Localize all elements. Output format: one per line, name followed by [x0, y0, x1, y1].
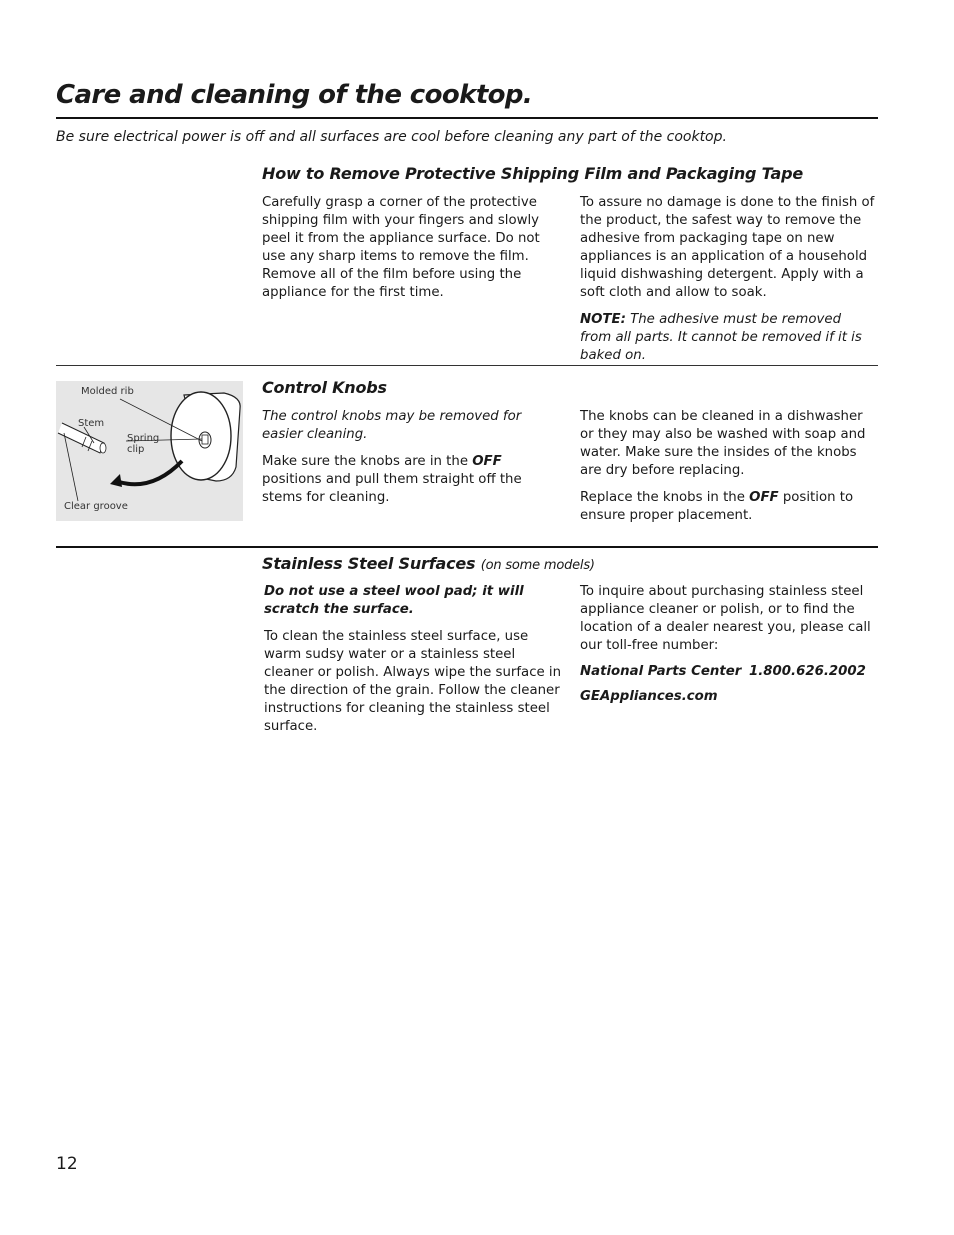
knobs-clean-text: The knobs can be cleaned in a dishwasher or they may also be washed with soap and water. Make sure the insides of the knobs are dry before replacing. [580, 409, 866, 478]
section-divider-2 [56, 546, 878, 548]
steel-clean-text: To clean the stainless steel surface, use warm sudsy water or a stainless steel cleaner or polish. Always wipe the surface in the direction of the grain. Follow the cleaner instructions for cleaning the stainless steel surface. [264, 629, 562, 734]
page-subtitle: Be sure electrical power is off and all surfaces are cool before cleaning any part of the cooktop. [56, 129, 727, 145]
knobs-intro: The control knobs may be removed for easier cleaning. [262, 409, 522, 442]
steel-inquire-text: To inquire about purchasing stainless steel appliance cleaner or polish, or to find the location of a dealer nearest you, please call our toll-free number: [580, 584, 871, 653]
title-rule [56, 117, 878, 119]
knobs-make-sure [262, 453, 554, 507]
film-note-label: NOTE: [580, 312, 626, 327]
label-molded-rib: Molded rib [81, 386, 134, 397]
steel-heading-text: Stainless Steel Surfaces [262, 554, 476, 573]
film-note [580, 311, 876, 365]
knobs-right-column [580, 408, 880, 525]
knobs-left-column [262, 408, 554, 507]
film-left-text: Carefully grasp a corner of the protective shipping film with your fingers and slowly peel it from the appliance surface. Do not use any sharp items to remove the film. Remove all of the film before using the appliance for the first time. [262, 195, 540, 300]
knobs-make-sure-b: positions and pull them straight off the stems for cleaning. [262, 472, 522, 505]
parts-center-phone[interactable]: 1.800.626.2002 [749, 664, 866, 679]
page-title: Care and cleaning of the cooktop. [56, 80, 533, 110]
knobs-replace-b: position to ensure proper placement. [580, 490, 854, 523]
label-clear-groove: Clear groove [64, 501, 128, 512]
off-label: OFF [472, 454, 502, 469]
film-note-text: The adhesive must be removed from all parts. It cannot be removed if it is baked on. [580, 312, 862, 363]
film-heading: How to Remove Protective Shipping Film and Packaging Tape [262, 164, 803, 183]
knobs-heading: Control Knobs [262, 378, 387, 397]
knob-diagram [56, 381, 243, 521]
steel-warning: Do not use a steel wool pad; it will scratch the surface. [264, 584, 524, 617]
website-link[interactable]: GEAppliances.com [580, 689, 718, 704]
off-label-2: OFF [749, 490, 779, 505]
section-divider-1 [56, 365, 878, 366]
label-stem: Stem [78, 418, 105, 429]
steel-left-column [264, 583, 562, 736]
knobs-replace-a: Replace the knobs in the [580, 490, 750, 505]
steel-right-column [580, 583, 878, 655]
parts-center-label: National Parts Center [580, 664, 742, 679]
label-clip: clip [127, 444, 145, 455]
steel-heading-note: (on some models) [480, 558, 595, 573]
knob-illustration [56, 381, 243, 521]
knobs-make-sure-a: Make sure the knobs are in the [262, 454, 473, 469]
film-right-column [580, 194, 876, 365]
page-number: 12 [56, 1154, 78, 1174]
knobs-replace [580, 489, 880, 525]
steel-heading [262, 554, 595, 573]
label-spring: Spring [127, 433, 160, 444]
film-right-text: To assure no damage is done to the finish of the product, the safest way to remove the adhesive from packaging tape on new appliances is an application of a household liquid dishwashing detergent. Apply with a soft cloth and allow to soak. [580, 195, 875, 300]
